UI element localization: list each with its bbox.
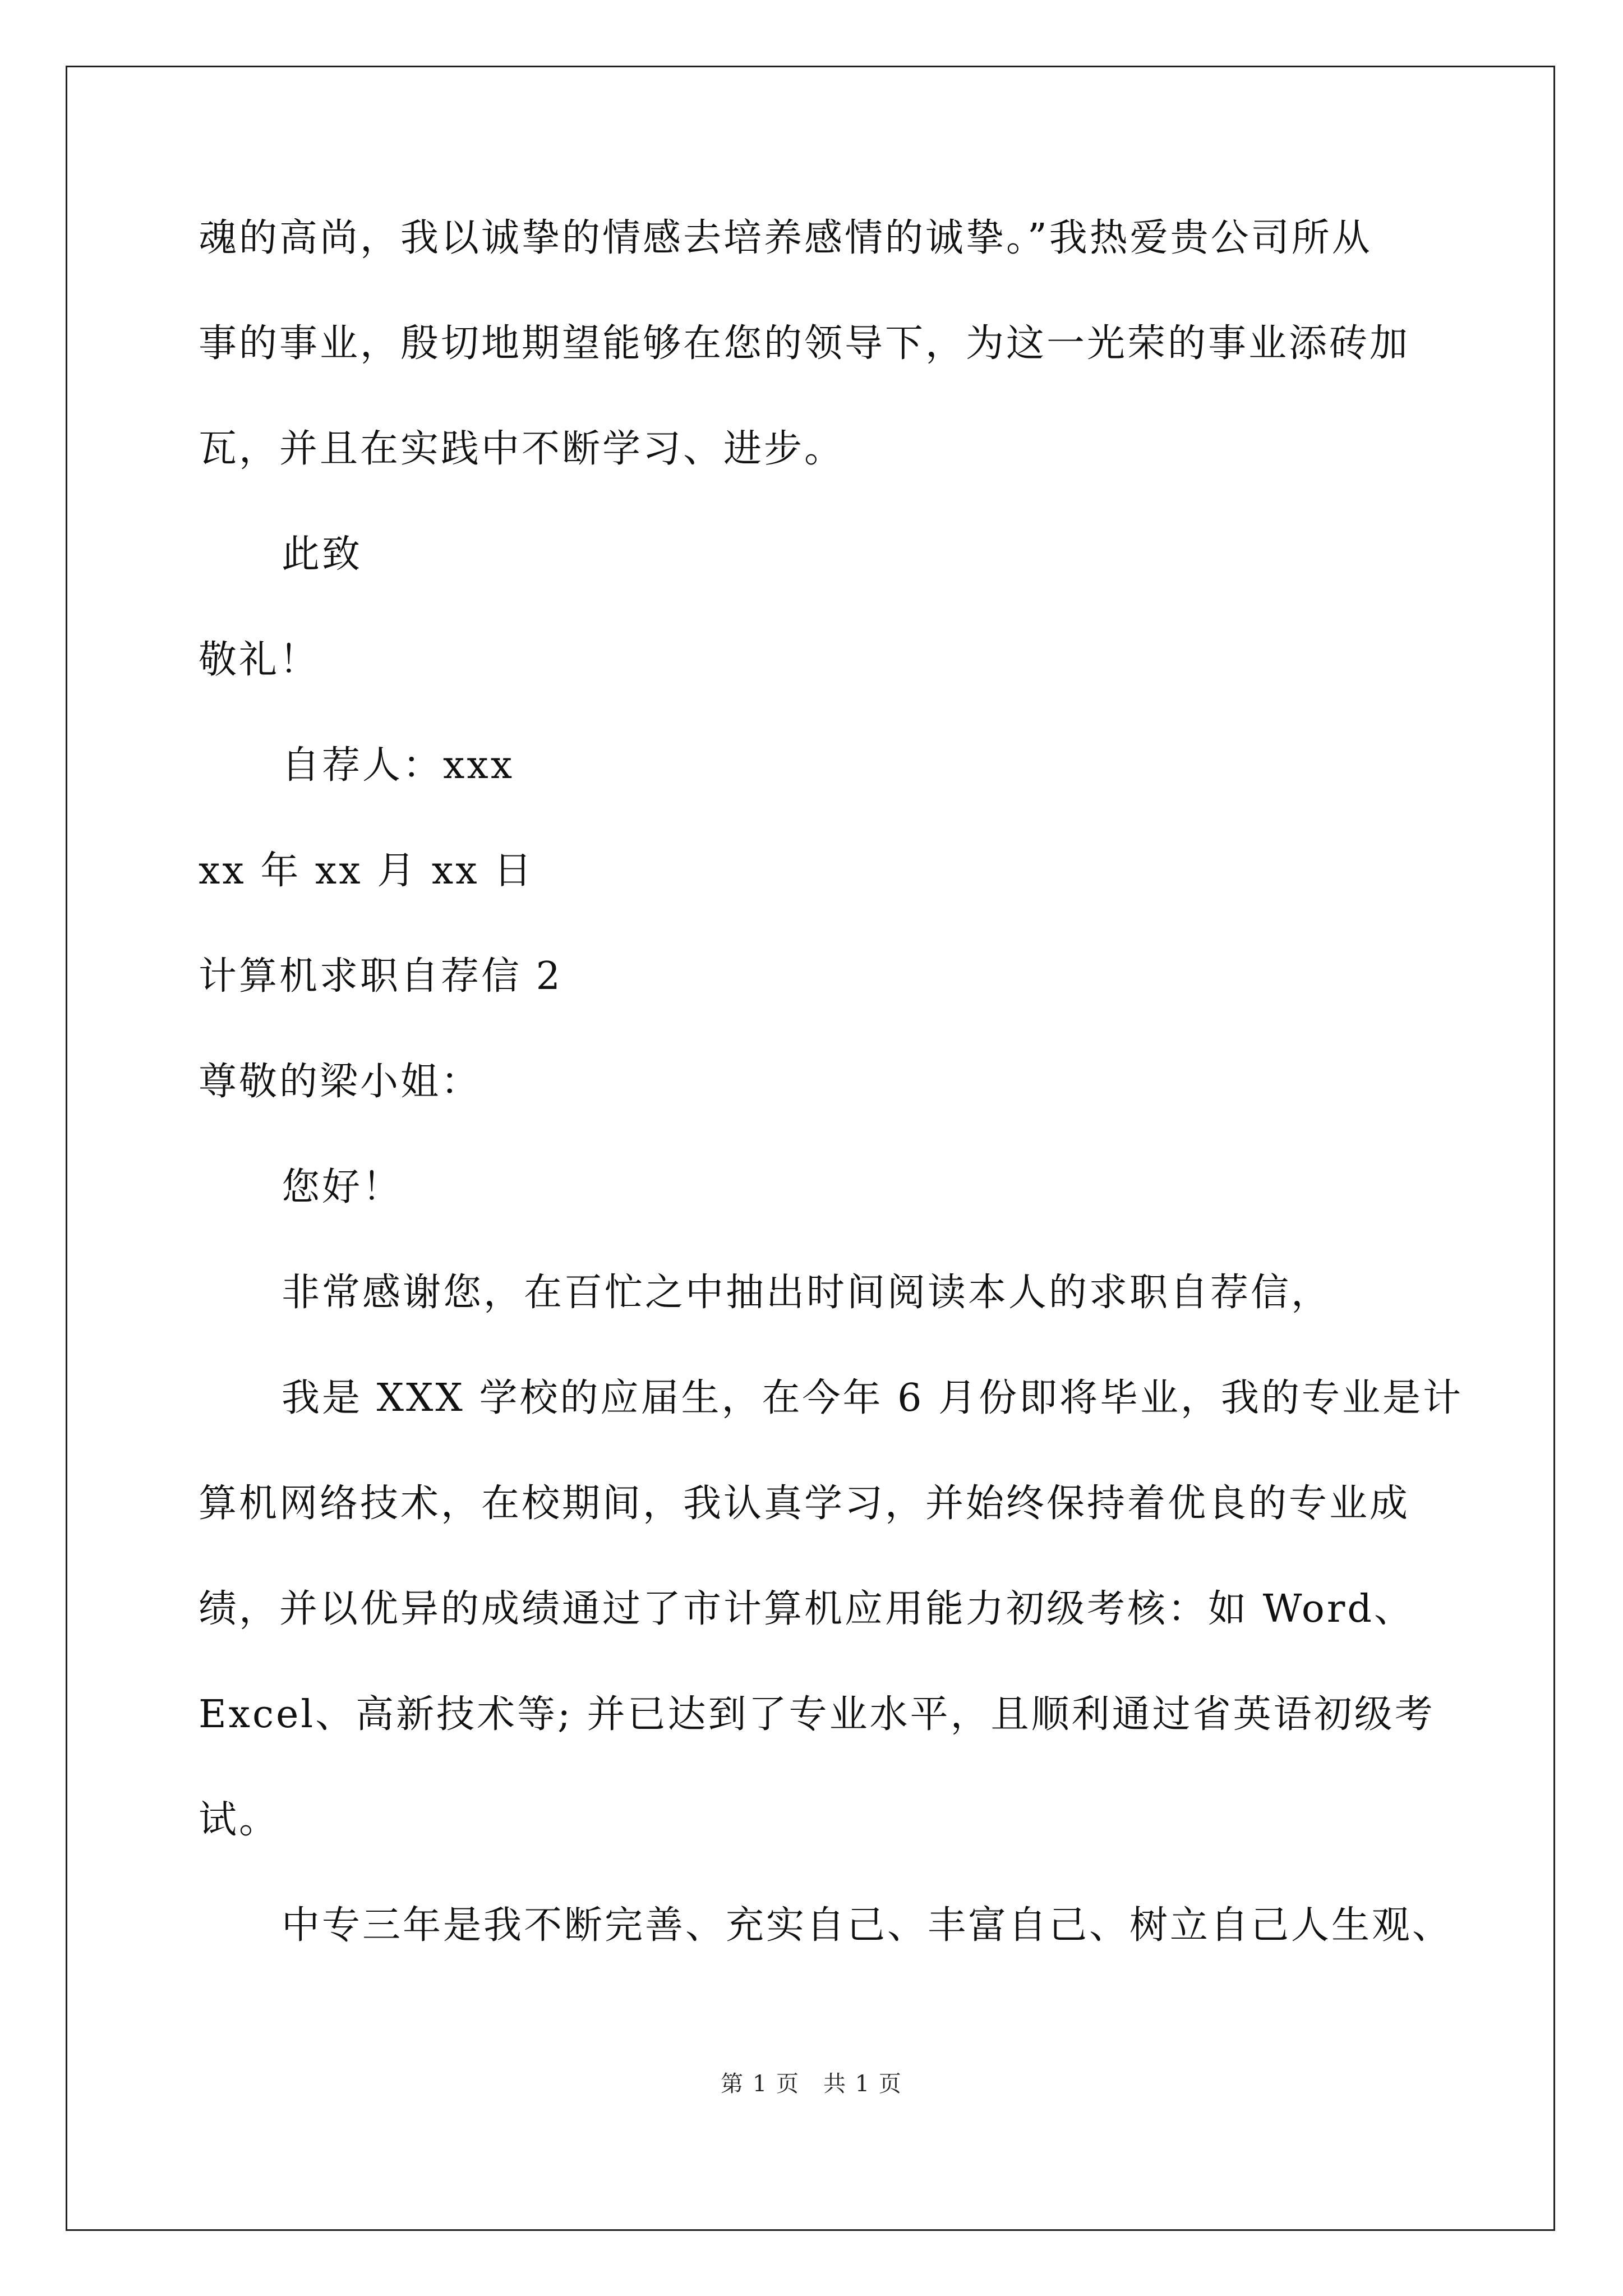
text-line: 试。 xyxy=(199,1798,280,1842)
text-line: 绩，并以优异的成绩通过了市计算机应用能力初级考核：如 Word、 xyxy=(199,1587,1414,1631)
text-line: 瓦，并且在实践中不断学习、进步。 xyxy=(199,427,845,471)
date-line: xx 年 xx 月 xx 日 xyxy=(199,849,534,893)
section-title: 计算机求职自荐信 2 xyxy=(199,954,562,999)
signer: 自荐人：xxx xyxy=(282,743,515,788)
text-line: Excel、高新技术等; 并已达到了专业水平，且顺利通过省英语初级考 xyxy=(199,1692,1435,1737)
closing-regards: 敬礼！ xyxy=(199,638,320,682)
greeting-hello: 您好！ xyxy=(282,1165,403,1209)
greeting: 尊敬的梁小姐： xyxy=(199,1060,482,1104)
text-line: 算机网络技术，在校期间，我认真学习，并始终保持着优良的专业成 xyxy=(199,1481,1410,1526)
page-footer: 第 1 页 共 1 页 xyxy=(721,2071,902,2097)
closing-salutation: 此致 xyxy=(282,532,363,577)
text-line: 中专三年是我不断完善、充实自己、丰富自己、树立自己人生观、 xyxy=(282,1903,1453,1948)
text-line: 魂的高尚，我以诚挚的情感去培养感情的诚挚。”我热爱贵公司所从 xyxy=(199,216,1372,260)
text-line: 我是 XXX 学校的应届生，在今年 6 月份即将毕业，我的专业是计 xyxy=(282,1376,1463,1420)
text-line: 事的事业，殷切地期望能够在您的领导下，为这一光荣的事业添砖加 xyxy=(199,321,1410,366)
text-line: 非常感谢您，在百忙之中抽出时间阅读本人的求职自荐信， xyxy=(282,1271,1332,1315)
